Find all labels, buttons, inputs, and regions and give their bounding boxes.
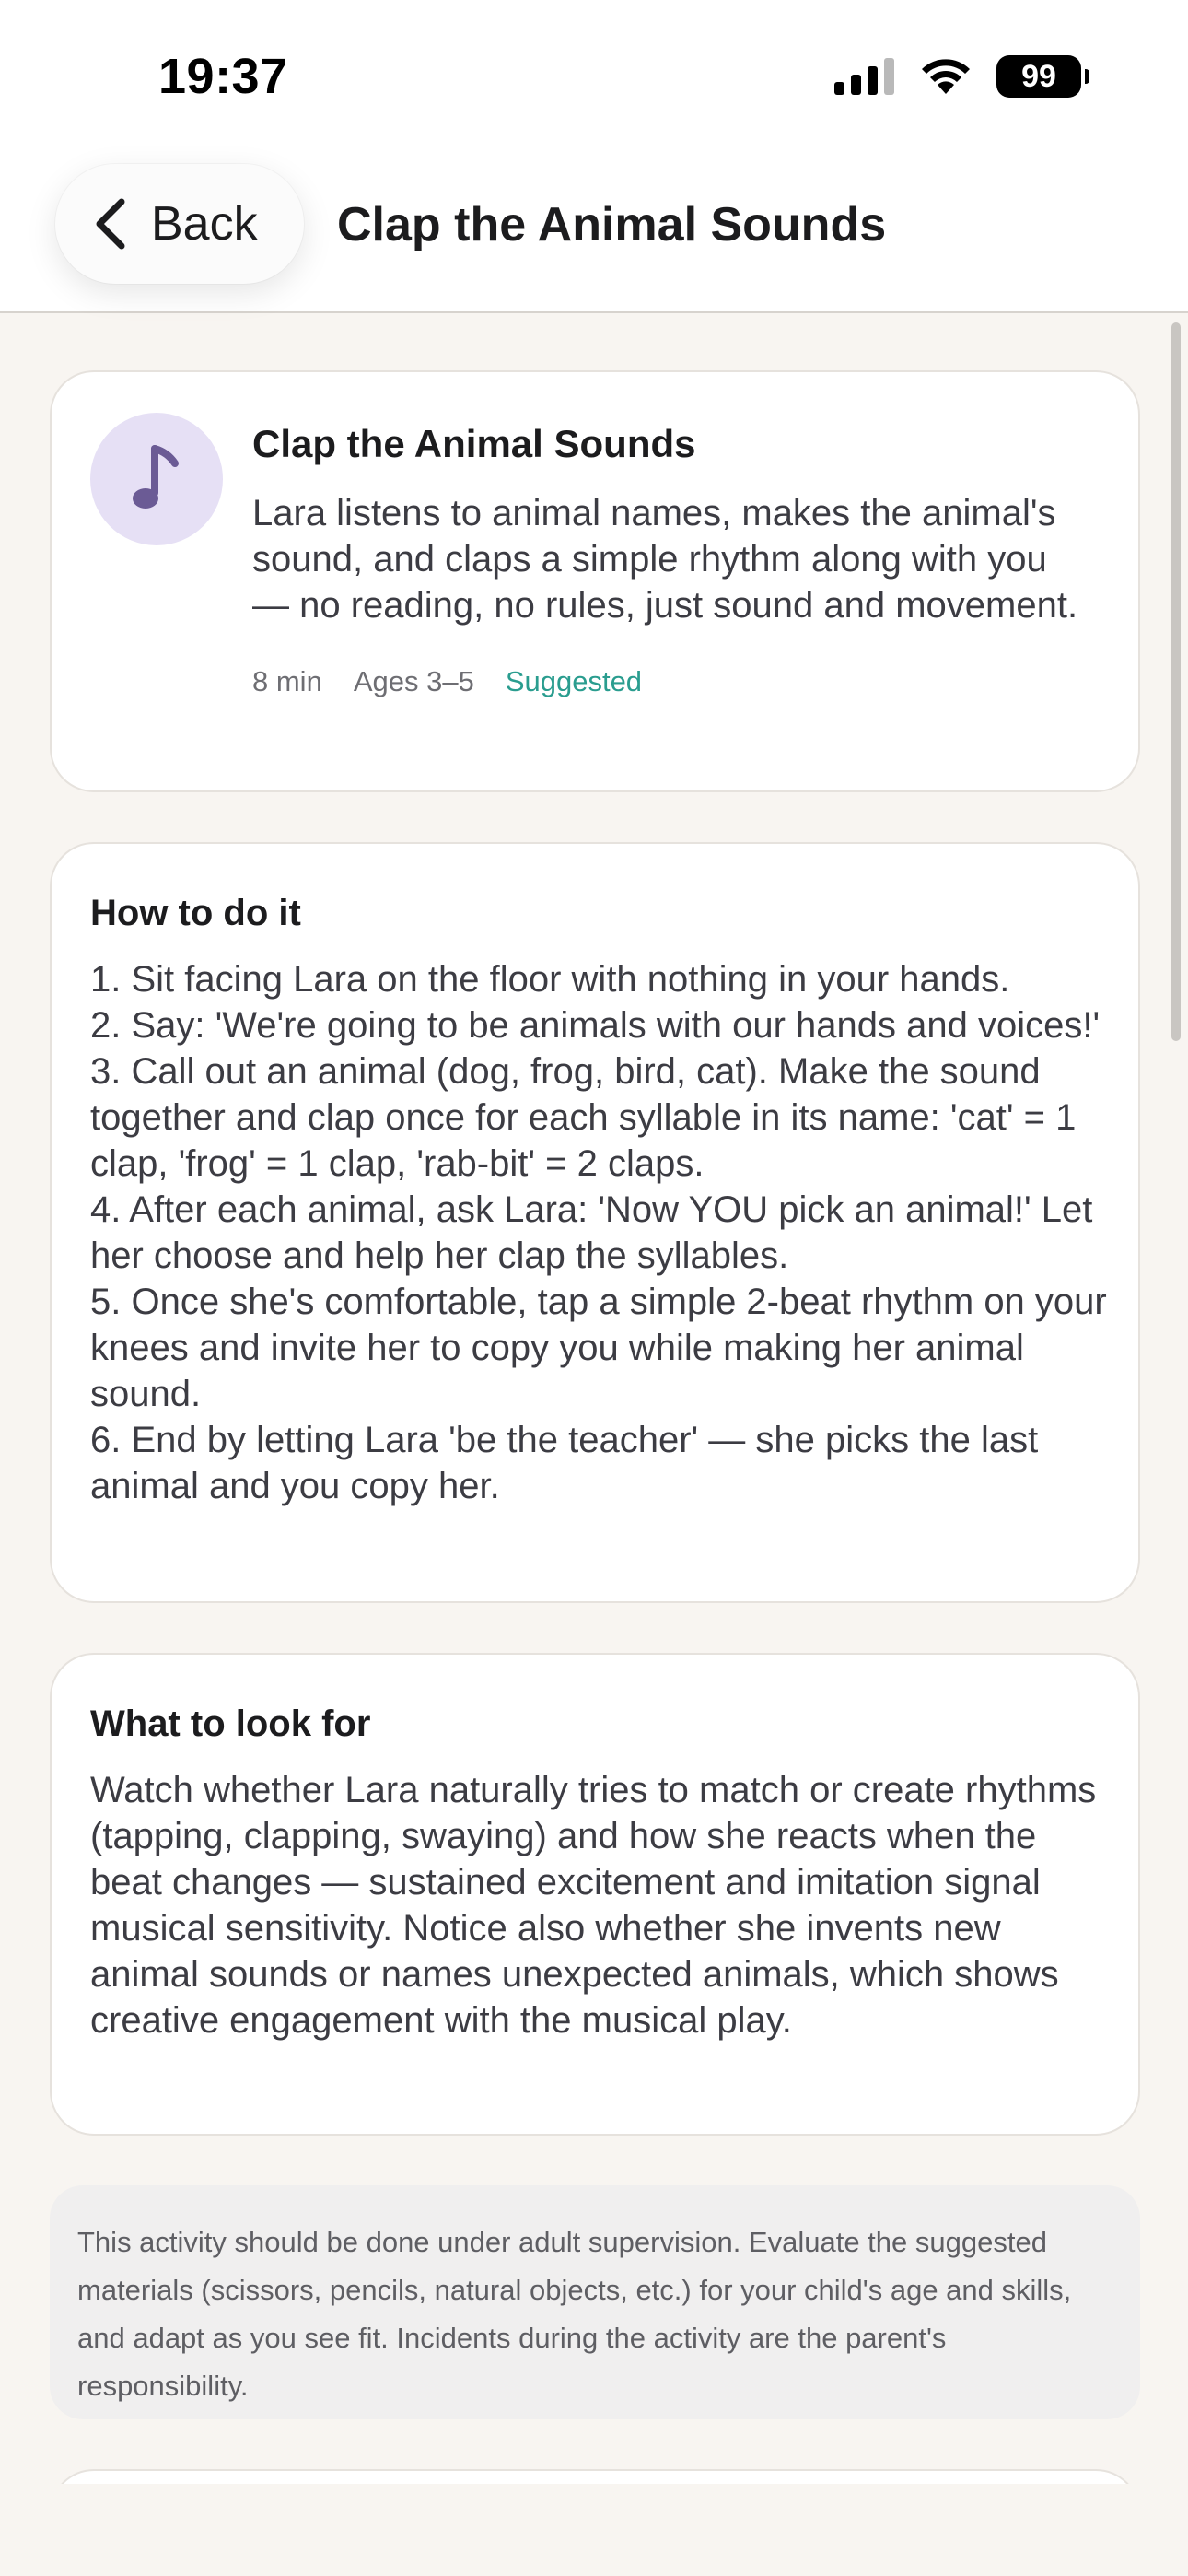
look-for-heading: What to look for (90, 1704, 371, 1744)
step-item: 3. Call out an animal (dog, frog, bird, cat). Make the sound together and clap once for each syllable in its name: 'cat' = 1 clap, 'frog' = 1 clap, 'rab-bit' = 2 claps. (90, 1051, 1077, 1184)
step-item: 5. Once she's comfortable, tap a simple 2-beat rhythm on your knees and invite her to copy you while making her animal sound. (90, 1282, 1107, 1414)
how-to-card (50, 842, 1140, 1603)
status-time: 19:37 (158, 49, 288, 104)
nav-header (0, 157, 1188, 313)
activity-icon-badge (90, 413, 223, 545)
bottom-safe-area (0, 2484, 1188, 2576)
back-label: Back (151, 197, 258, 251)
activity-duration: 8 min (252, 665, 322, 697)
back-button[interactable] (55, 164, 304, 284)
look-for-card (50, 1653, 1140, 2136)
how-to-body (90, 890, 1112, 1509)
chevron-left-icon (90, 196, 131, 252)
page-title: Clap the Animal Sounds (337, 198, 887, 252)
cellular-signal-icon (834, 58, 895, 95)
step-item: 2. Say: 'We're going to be animals with our hands and voices!' (90, 1005, 1101, 1046)
activity-summary-card (50, 370, 1140, 792)
music-note-icon (131, 443, 182, 515)
scrollbar[interactable] (1171, 322, 1181, 1041)
status-bar (0, 0, 1188, 157)
activity-title: Clap the Animal Sounds (252, 422, 696, 465)
activity-description: Lara listens to animal names, makes the animal's sound, and claps a simple rhythm along with you — no reading, no rules, just sound and movement. (252, 493, 1078, 626)
step-item: 4. After each animal, ask Lara: 'Now YOU pick an animal!' Let her choose and help her clap the syllables. (90, 1189, 1093, 1276)
how-to-heading: How to do it (90, 893, 301, 933)
look-for-text: Watch whether Lara naturally tries to match or create rhythms (tapping, clapping, swaying) and how she reacts when the beat changes — sustained excitement and imitation signal musical sensitivity. Notice also whether she invents new animal sounds or names unexpected animals, which shows creative engagement with the musical play. (90, 1770, 1097, 2041)
wifi-icon (919, 57, 973, 96)
activity-meta (252, 665, 1081, 698)
battery-indicator (996, 55, 1081, 98)
step-item: 1. Sit facing Lara on the floor with nothing in your hands. (90, 959, 1010, 1000)
activity-summary (252, 420, 1081, 698)
steps-list (90, 956, 1112, 1509)
safety-disclaimer: This activity should be done under adult supervision. Evaluate the suggested materials (scissors, pencils, natural objects, etc.) for your child's age and skills, and adapt as you see fit. Incidents during the activity are the parent's responsibility. (50, 2185, 1140, 2419)
activity-ages: Ages 3–5 (353, 665, 474, 697)
status-icons (834, 55, 1081, 98)
suggested-badge: Suggested (505, 665, 643, 697)
battery-level: 99 (1021, 58, 1056, 94)
look-for-body (90, 1701, 1112, 2043)
step-item: 6. End by letting Lara 'be the teacher' — she picks the last animal and you copy her. (90, 1420, 1039, 1506)
